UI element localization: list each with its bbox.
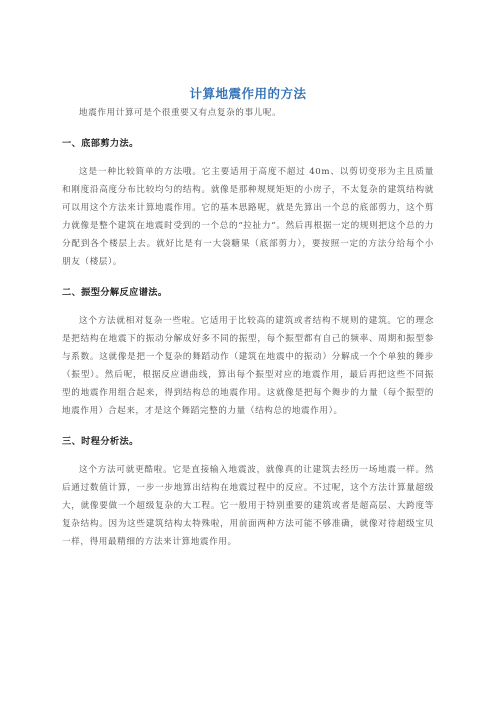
section-heading-2: 二、振型分解反应谱法。 (62, 287, 168, 298)
spacer (62, 451, 434, 461)
section-heading-3: 三、时程分析法。 (62, 436, 139, 447)
document-content (62, 104, 434, 551)
document-title: 计算地震作用的方法 (189, 86, 307, 101)
spacer (62, 420, 434, 433)
section-body-1: 这是一种比较简单的方法哦。它主要适用于高度不超过 40m、以剪切变形为主且质量和刚度沿高度分布比较均匀的结构。就像是那种规规矩矩的小房子，不太复杂的建筑结构就可以用这个方法来计算地震作用。它的基本思路呢，就是先算出一个总的底部剪力，这个剪力就像是整个建筑在地震时受到的一个总的“拉扯力”。然后再根据一定的规则把这个总的力分配到各个楼层上去。就好比是有一大袋糖果（底部剪力），要按照一定的方法分给每个小朋友（楼层）。 (62, 167, 434, 267)
spacer (62, 122, 434, 135)
section-heading-1: 一、底部剪力法。 (62, 138, 139, 149)
section-body-2: 这个方法就相对复杂一些啦。它适用于比较高的建筑或者结构不规则的建筑。它的理念是把结构在地震下的振动分解成好多不同的振型，每个振型都有自己的频率、周期和振型参与系数。这就像是把一个复杂的舞蹈动作（建筑在地震中的振动）分解成一个个单独的舞步（振型）。然后呢，根据反应谱曲线，算出每个振型对应的地震作用，最后再把这些不同振型的地震作用组合起来，得到结构总的地震作用。这就像是把每个舞步的力量（每个振型的地震作用）合起来，才是这个舞蹈完整的力量（结构总的地震作用）。 (62, 316, 434, 416)
spacer (62, 271, 434, 284)
intro-paragraph: 地震作用计算可是个很重要又有点复杂的事儿呢。 (79, 108, 282, 118)
section-body-3: 这个方法可就更酷啦。它是直接输入地震波，就像真的让建筑去经历一场地震一样。然后通过数值计算，一步一步地算出结构在地震过程中的反应。不过呢，这个方法计算量超级大，就像要做一个超级复杂的大工程。它一般用于特别重要的建筑或者是超高层、大跨度等复杂结构。因为这些建筑结构太特殊啦，用前面两种方法可能不够准确，就像对待超级宝贝一样，得用最精细的方法来计算地震作用。 (62, 465, 434, 547)
spacer (62, 302, 434, 312)
spacer (62, 153, 434, 163)
